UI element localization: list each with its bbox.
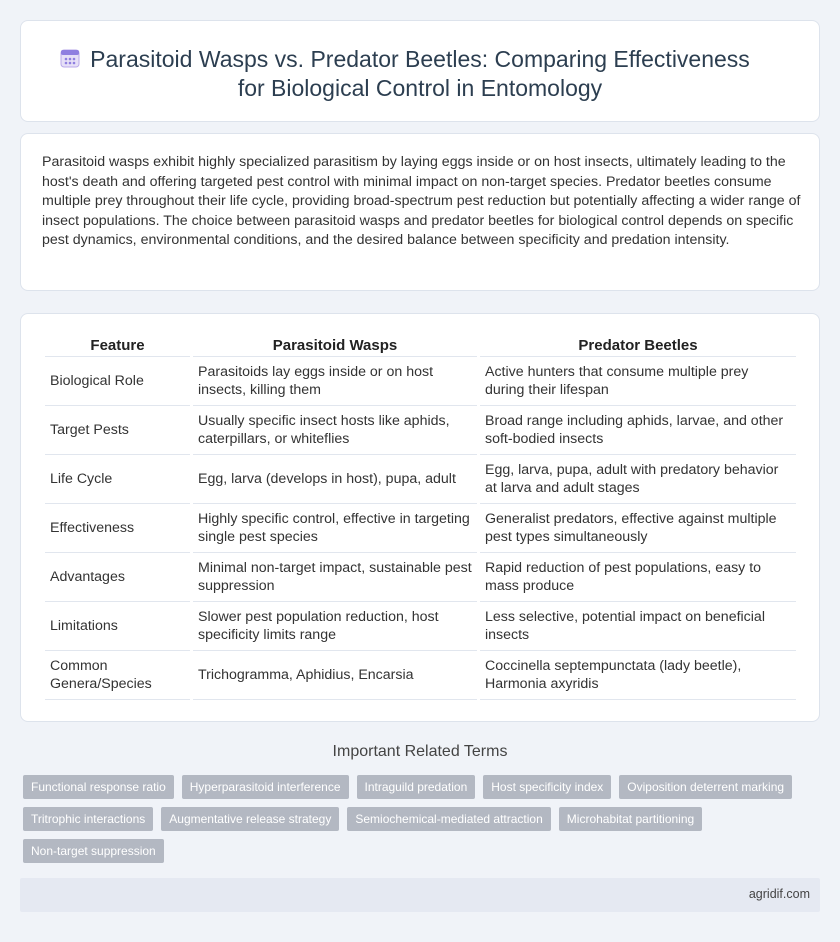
feature-cell: Common Genera/Species xyxy=(45,651,190,700)
table-row xyxy=(45,504,796,553)
beetle-cell: Active hunters that consume multiple prey during their lifespan xyxy=(480,357,796,406)
related-term-tag[interactable]: Augmentative release strategy xyxy=(161,807,339,831)
footer xyxy=(20,878,820,912)
wasp-cell: Trichogramma, Aphidius, Encarsia xyxy=(193,651,477,700)
related-term-tag[interactable]: Intraguild predation xyxy=(357,775,476,799)
feature-cell: Biological Role xyxy=(45,357,190,406)
related-term-tag[interactable]: Hyperparasitoid interference xyxy=(182,775,349,799)
intro-card xyxy=(20,133,820,291)
related-term-tag[interactable]: Oviposition deterrent marking xyxy=(619,775,792,799)
wasp-cell: Minimal non-target impact, sustainable pest suppression xyxy=(193,553,477,602)
beetle-cell: Rapid reduction of pest populations, easy to mass produce xyxy=(480,553,796,602)
beetle-cell: Broad range including aphids, larvae, and other soft-bodied insects xyxy=(480,406,796,455)
table-row xyxy=(45,406,796,455)
table-row xyxy=(45,553,796,602)
related-terms-list xyxy=(23,775,803,863)
feature-cell: Advantages xyxy=(45,553,190,602)
related-term-tag[interactable]: Host specificity index xyxy=(483,775,611,799)
table-row xyxy=(45,602,796,651)
header-parasitoid-wasps: Parasitoid Wasps xyxy=(193,332,477,357)
feature-cell: Target Pests xyxy=(45,406,190,455)
wasp-cell: Parasitoids lay eggs inside or on host insects, killing them xyxy=(193,357,477,406)
header-feature: Feature xyxy=(45,332,190,357)
intro-paragraph: Parasitoid wasps exhibit highly specialized parasitism by laying eggs inside or on host insects, ultimately leading to the host's death and offering targeted pest control with minimal impact on non-target species. Predator beetles consume multiple prey throughout their life cycle, providing broad-spectrum pest reduction but potentially affecting a wider range of insect populations. The choice between parasitoid wasps and predator beetles for biological control depends on specific pest dynamics, environmental conditions, and the desired balance between specificity and predation intensity. xyxy=(42,154,801,249)
wasp-cell: Egg, larva (develops in host), pupa, adult xyxy=(193,455,477,504)
comparison-table-card xyxy=(20,313,820,722)
table-row xyxy=(45,651,796,700)
related-term-tag[interactable]: Semiochemical-mediated attraction xyxy=(347,807,550,831)
feature-cell: Effectiveness xyxy=(45,504,190,553)
beetle-cell: Generalist predators, effective against multiple pest types simultaneously xyxy=(480,504,796,553)
wasp-cell: Highly specific control, effective in targeting single pest species xyxy=(193,504,477,553)
related-term-tag[interactable]: Tritrophic interactions xyxy=(23,807,153,831)
title-card xyxy=(20,20,820,122)
wasp-cell: Usually specific insect hosts like aphids, caterpillars, or whiteflies xyxy=(193,406,477,455)
related-terms-title: Important Related Terms xyxy=(332,743,508,760)
feature-cell: Life Cycle xyxy=(45,455,190,504)
table-header-row xyxy=(45,332,796,357)
page-title xyxy=(21,45,819,103)
header-predator-beetles: Predator Beetles xyxy=(480,332,796,357)
page-title-line1: Parasitoid Wasps vs. Predator Beetles: Comparing Effectiveness xyxy=(90,46,750,72)
related-term-tag[interactable]: Functional response ratio xyxy=(23,775,174,799)
feature-cell: Limitations xyxy=(45,602,190,651)
footer-site-link[interactable]: agridif.com xyxy=(748,887,810,901)
related-term-tag[interactable]: Non-target suppression xyxy=(23,839,164,863)
beetle-cell: Coccinella septempunctata (lady beetle), Harmonia axyridis xyxy=(480,651,796,700)
beetle-cell: Egg, larva, pupa, adult with predatory behavior at larva and adult stages xyxy=(480,455,796,504)
beetle-cell: Less selective, potential impact on beneficial insects xyxy=(480,602,796,651)
wasp-cell: Slower pest population reduction, host specificity limits range xyxy=(193,602,477,651)
comparison-table xyxy=(42,332,799,700)
table-row xyxy=(45,455,796,504)
table-row xyxy=(45,357,796,406)
page-title-line2: for Biological Control in Entomology xyxy=(237,75,603,101)
related-term-tag[interactable]: Microhabitat partitioning xyxy=(559,807,702,831)
